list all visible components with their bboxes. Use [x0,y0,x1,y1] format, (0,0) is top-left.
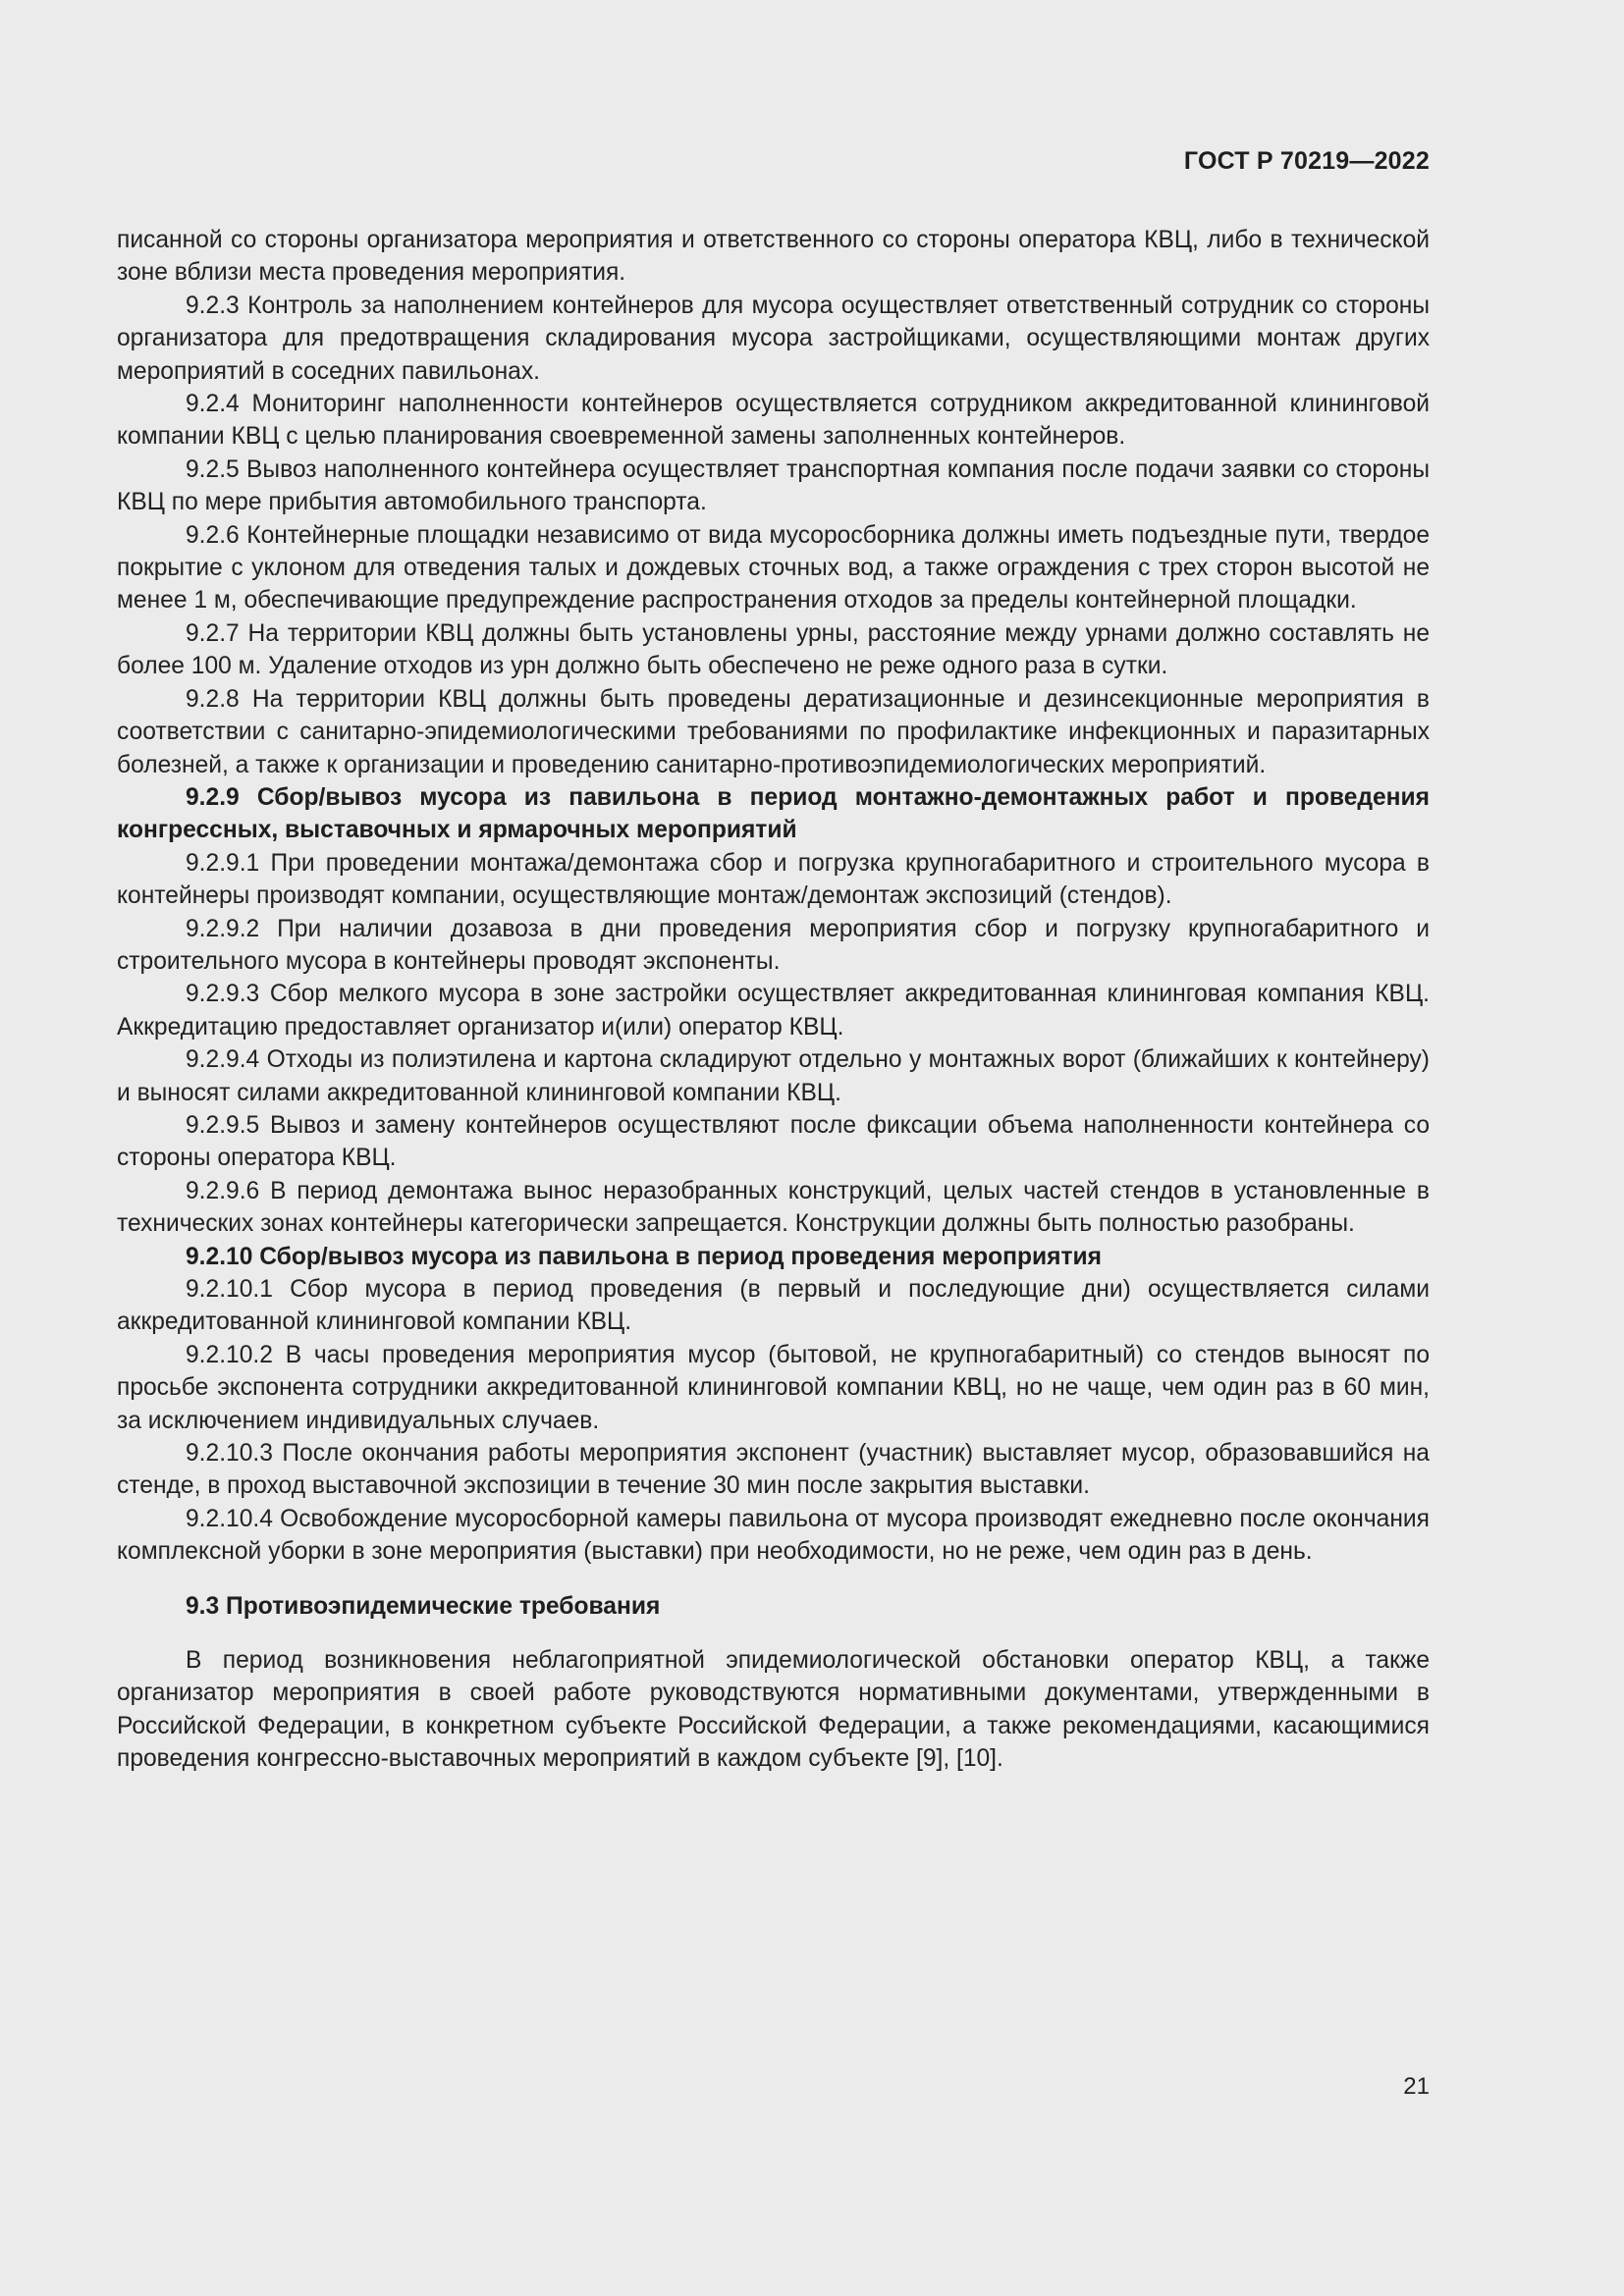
paragraph-9-2-10-2: 9.2.10.2 В часы проведения мероприятия мусор (бытовой, не крупногабаритный) со стендов выносят по просьбе экспонента сотрудники аккредитованной клининговой компании КВЦ, но не чаще, чем один раз в 60 мин, за исключением индивидуальных случаев. [117,1341,1430,1434]
document-code-header: ГОСТ Р 70219—2022 [1183,147,1430,175]
section-heading-9-3: 9.3 Противоэпидемические требования [186,1592,661,1620]
paragraph-9-2-9-3: 9.2.9.3 Сбор мелкого мусора в зоне застройки осуществляет аккредитованная клининговая компания КВЦ. Аккредитацию предоставляет организатор и(или) оператор КВЦ. [117,981,1430,1041]
paragraph-9-2-9-1: 9.2.9.1 При проведении монтажа/демонтажа сбор и погрузка крупногабаритного и строительного мусора в контейнеры производят компании, осуществляющие монтаж/демонтаж экспозиций (стендов). [117,849,1430,910]
document-page [117,0,1430,2296]
page-number: 21 [1403,2073,1430,2100]
paragraph-9-2-8: 9.2.8 На территории КВЦ должны быть проведены дератизационные и дезинсекционные мероприятия в соответствии с санитарно-эпидемиологическими требованиями по профилактике инфекционных и паразитарных болезней, а также к организации и проведению санитарно-противоэпидемиологических мероприятий. [117,685,1430,778]
paragraph-9-2-4: 9.2.4 Мониторинг наполненности контейнеров осуществляется сотрудником аккредитованной клининговой компании КВЦ с целью планирования своевременной замены заполненных контейнеров. [117,391,1430,451]
document-body [117,224,1430,1776]
subsection-heading-9-2-9: 9.2.9 Сбор/вывоз мусора из павильона в период монтажно-демонтажных работ и проведения конгрессных, выставочных и ярмарочных мероприятий [117,783,1430,844]
paragraph-9-2-9-5: 9.2.9.5 Вывоз и замену контейнеров осуществляют после фиксации объема наполненности контейнера со стороны оператора КВЦ. [117,1111,1430,1172]
paragraph-9-2-10-4: 9.2.10.4 Освобождение мусоросборной камеры павильона от мусора производят ежедневно после окончания комплексной уборки в зоне мероприятия (выставки) при необходимости, но не реже, чем один раз в день. [117,1505,1430,1566]
paragraph-9-2-9-4: 9.2.9.4 Отходы из полиэтилена и картона складируют отдельно у монтажных ворот (ближайших к контейнеру) и выносят силами аккредитованной клининговой компании КВЦ. [117,1046,1430,1106]
paragraph-9-2-10-1: 9.2.10.1 Сбор мусора в период проведения (в первый и последующие дни) осуществляется силами аккредитованной клининговой компании КВЦ. [117,1276,1430,1336]
paragraph-9-2-3: 9.2.3 Контроль за наполнением контейнеров для мусора осуществляет ответственный сотрудник со стороны организатора для предотвращения складирования мусора застройщиками, осуществляющими монтаж других мероприятий в соседних павильонах. [117,292,1430,385]
paragraph-9-2-5: 9.2.5 Вывоз наполненного контейнера осуществляет транспортная компания после подачи заявки со стороны КВЦ по мере прибытия автомобильного транспорта. [117,455,1430,516]
subsection-heading-9-2-10: 9.2.10 Сбор/вывоз мусора из павильона в период проведения мероприятия [186,1243,1103,1270]
paragraph-9-2-9-2: 9.2.9.2 При наличии дозавоза в дни проведения мероприятия сбор и погрузку крупногабаритного и строительного мусора в контейнеры проводят экспоненты. [117,915,1430,975]
paragraph-9-3-body: В период возникновения неблагоприятной эпидемиологической обстановки оператор КВЦ, а также организатор мероприятия в своей работе руководствуются нормативными документами, утвержденными в Российской Федерации, в конкретном субъекте Российской Федерации, а также рекомендациями, касающимися проведения конгрессно-выставочных мероприятий в каждом субъекте [9], [10]. [117,1647,1430,1773]
paragraph-9-2-7: 9.2.7 На территории КВЦ должны быть установлены урны, расстояние между урнами должно составлять не более 100 м. Удаление отходов из урн должно быть обеспечено не реже одного раза в сутки. [117,619,1430,680]
paragraph-9-2-10-3: 9.2.10.3 После окончания работы мероприятия экспонент (участник) выставляет мусор, образовавшийся на стенде, в проход выставочной экспозиции в течение 30 мин после закрытия выставки. [117,1440,1430,1500]
paragraph-9-2-6: 9.2.6 Контейнерные площадки независимо от вида мусоросборника должны иметь подъездные пути, твердое покрытие с уклоном для отведения талых и дождевых сточных вод, а также ограждения с трех сторон высотой не менее 1 м, обеспечивающие предупреждение распространения отходов за пределы контейнерной площадки. [117,521,1430,614]
paragraph-9-2-9-6: 9.2.9.6 В период демонтажа вынос неразобранных конструкций, целых частей стендов в установленные в технических зонах контейнеры категорически запрещается. Конструкции должны быть полностью разобраны. [117,1177,1430,1238]
paragraph-continuation: писанной со стороны организатора мероприятия и ответственного со стороны оператора КВЦ, либо в технической зоне вблизи места проведения мероприятия. [117,227,1430,287]
